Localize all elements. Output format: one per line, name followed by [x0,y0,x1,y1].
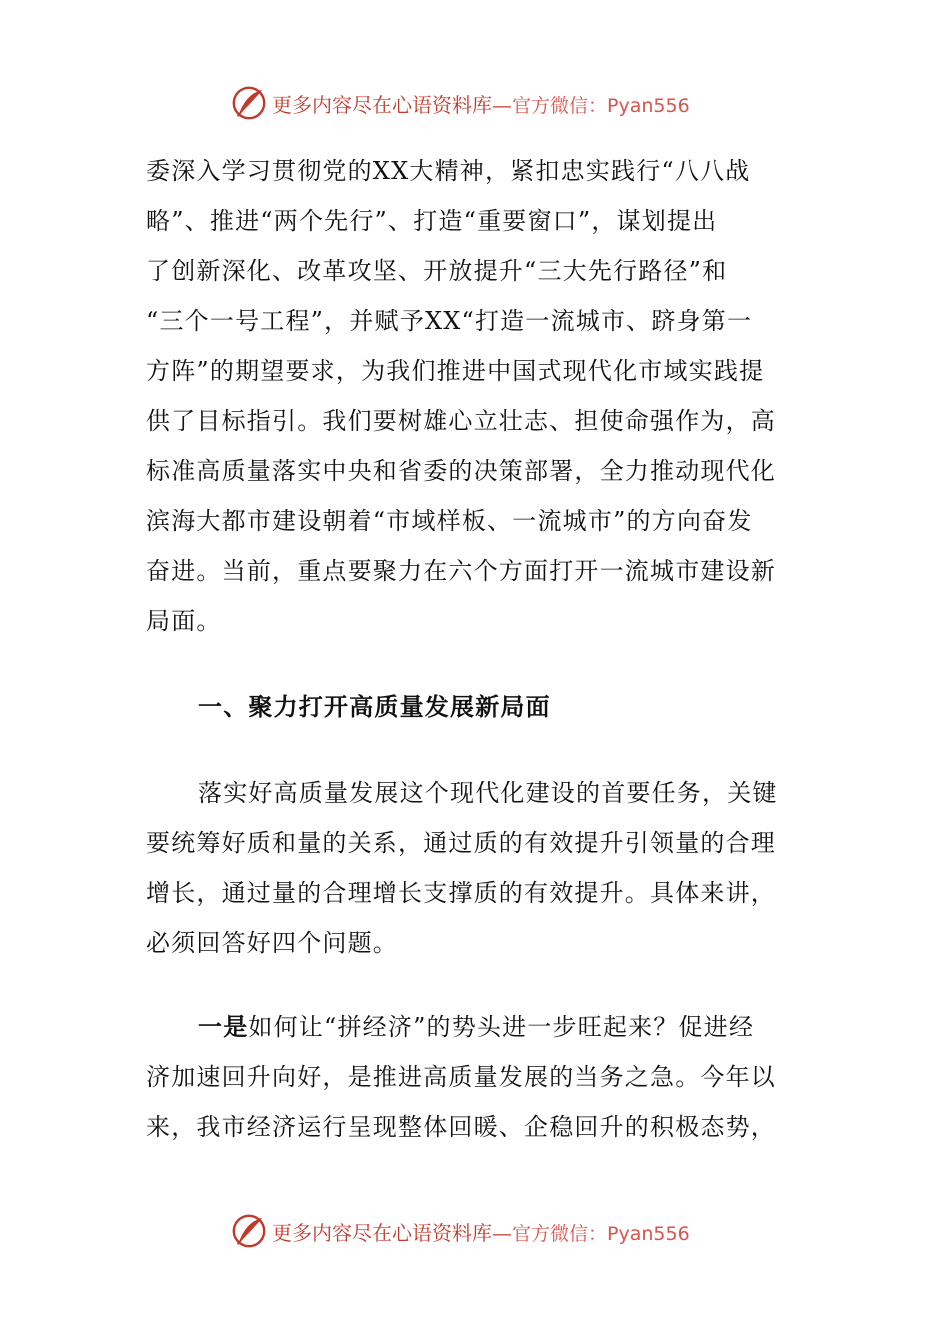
spacer [146,732,794,768]
lead-label: 一是 [198,1012,249,1041]
text-line: “三个一号工程”，并赋予XX“打造一流城市、跻身第一 [146,307,753,335]
text-line: 济加速回升向好，是推进高质量发展的当务之急。今年以 [146,1063,776,1091]
text-line: 局面。 [146,607,222,635]
text-line: 滨海大都市建设朝着“市域样板、一流城市”的方向奋发 [146,507,753,535]
text-line: 方阵”的期望要求，为我们推进中国式现代化市域实践提 [146,357,765,385]
paragraph-quality [146,768,794,968]
banner-main-text: 更多内容尽在心语资料库 [272,92,492,117]
document-body [146,146,794,1152]
header-banner [230,80,730,126]
banner-text [272,1217,690,1246]
banner-main-text: 更多内容尽在心语资料库 [272,1220,492,1245]
paragraph-intro [146,146,794,646]
text-line: 落实好高质量发展这个现代化建设的首要任务，关键 [198,779,778,807]
spacer [146,646,794,682]
banner-dash: — [492,92,512,117]
lead-rest: 如何让“拼经济”的势头进一步旺起来？促进经 [248,1013,755,1041]
text-line: 来，我市经济运行呈现整体回暖、企稳回升的积极态势， [146,1113,776,1141]
footer-banner [230,1208,730,1254]
text-line: 必须回答好四个问题。 [146,929,398,957]
paragraph-point-one [146,1002,794,1152]
text-line: 标准高质量落实中央和省委的决策部署，全力推动现代化 [146,457,776,485]
text-line [146,1002,794,1052]
text-line: 奋进。当前，重点要聚力在六个方面打开一流城市建设新 [146,557,776,585]
quill-logo-icon [230,84,268,122]
text-line: 委深入学习贯彻党的XX大精神，紧扣忠实践行“八八战 [146,157,751,185]
banner-text [272,89,690,118]
banner-wechat-text: 官方微信：Pyan556 [512,1222,690,1245]
text-line: 略”、推进“两个先行”、打造“重要窗口”，谋划提出 [146,207,718,235]
banner-wechat-text: 官方微信：Pyan556 [512,94,690,117]
section-heading: 一、聚力打开高质量发展新局面 [198,692,551,721]
text-line: 要统筹好质和量的关系，通过质的有效提升引领量的合理 [146,829,776,857]
banner-dash: — [492,1220,512,1245]
spacer [146,968,794,1002]
text-line: 增长，通过量的合理增长支撑质的有效提升。具体来讲， [146,879,776,907]
text-line: 供了目标指引。我们要树雄心立壮志、担使命强作为，高 [146,407,776,435]
text-line: 了创新深化、改革攻坚、开放提升“三大先行路径”和 [146,257,728,285]
quill-logo-icon [230,1212,268,1250]
